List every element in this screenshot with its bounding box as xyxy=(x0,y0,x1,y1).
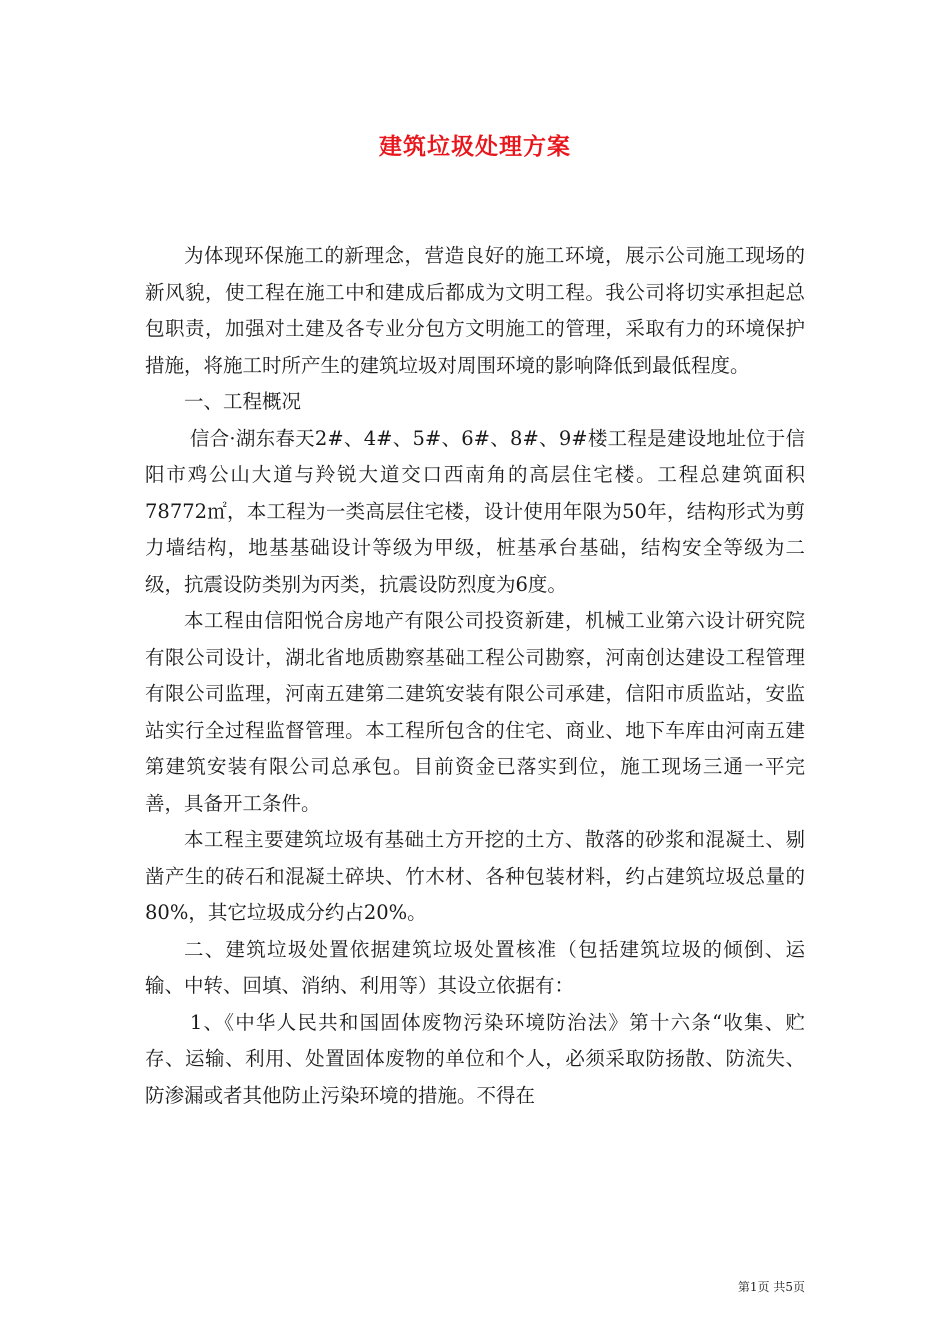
section-heading-overview: 一、工程概况 xyxy=(184,390,302,413)
document-body xyxy=(145,238,805,1114)
paragraph-law-reference: 1、《中华人民共和国固体废物污染环境防治法》第十六条“收集、贮存、运输、利用、处置固体废物的单位和个人，必须采取防扬散、防流失、防渗漏或者其他防止污染环境的措施。不得在 xyxy=(145,1010,805,1107)
document-title: 建筑垃圾处理方案 xyxy=(379,133,571,160)
section-heading-basis: 二、建筑垃圾处置依据建筑垃圾处置核准（包括建筑垃圾的倾倒、运输、中转、回填、消纳、利用等）其设立依据有： xyxy=(145,937,805,997)
page-number: 第1页 共5页 xyxy=(737,1280,805,1294)
paragraph-waste-types: 本工程主要建筑垃圾有基础土方开挖的土方、散落的砂浆和混凝土、剔凿产生的砖石和混凝土碎块、竹木材、各种包装材料，约占建筑垃圾总量的80%，其它垃圾成分约占20%。 xyxy=(145,828,805,924)
paragraph-intro: 为体现环保施工的新理念，营造良好的施工环境，展示公司施工现场的新风貌，使工程在施工中和建成后都成为文明工程。我公司将切实承担起总包职责，加强对土建及各专业分包方文明施工的管理，采取有力的环境保护措施，将施工时所产生的建筑垃圾对周围环境的影响降低到最低程度。 xyxy=(145,244,805,377)
paragraph-parties: 本工程由信阳悦合房地产有限公司投资新建，机械工业第六设计研究院有限公司设计，湖北省地质勘察基础工程公司勘察，河南创达建设工程管理有限公司监理，河南五建第二建筑安装有限公司承建，信阳市质监站，安监站实行全过程监督管理。本工程所包含的住宅、商业、地下车库由河南五建第建筑安装有限公司总承包。目前资金已落实到位，施工现场三通一平完善，具备开工条件。 xyxy=(145,609,805,815)
paragraph-project-info: 信合·湖东春天2#、4#、5#、6#、8#、9#楼工程是建设地址位于信阳市鸡公山大道与羚锐大道交口西南角的高层住宅楼。工程总建筑面积78772㎡，本工程为一类高层住宅楼，设计使用年限为50年，结构形式为剪力墙结构，地基基础设计等级为甲级，桩基承台基础，结构安全等级为二级，抗震设防类别为丙类，抗震设防烈度为6度。 xyxy=(145,426,805,596)
